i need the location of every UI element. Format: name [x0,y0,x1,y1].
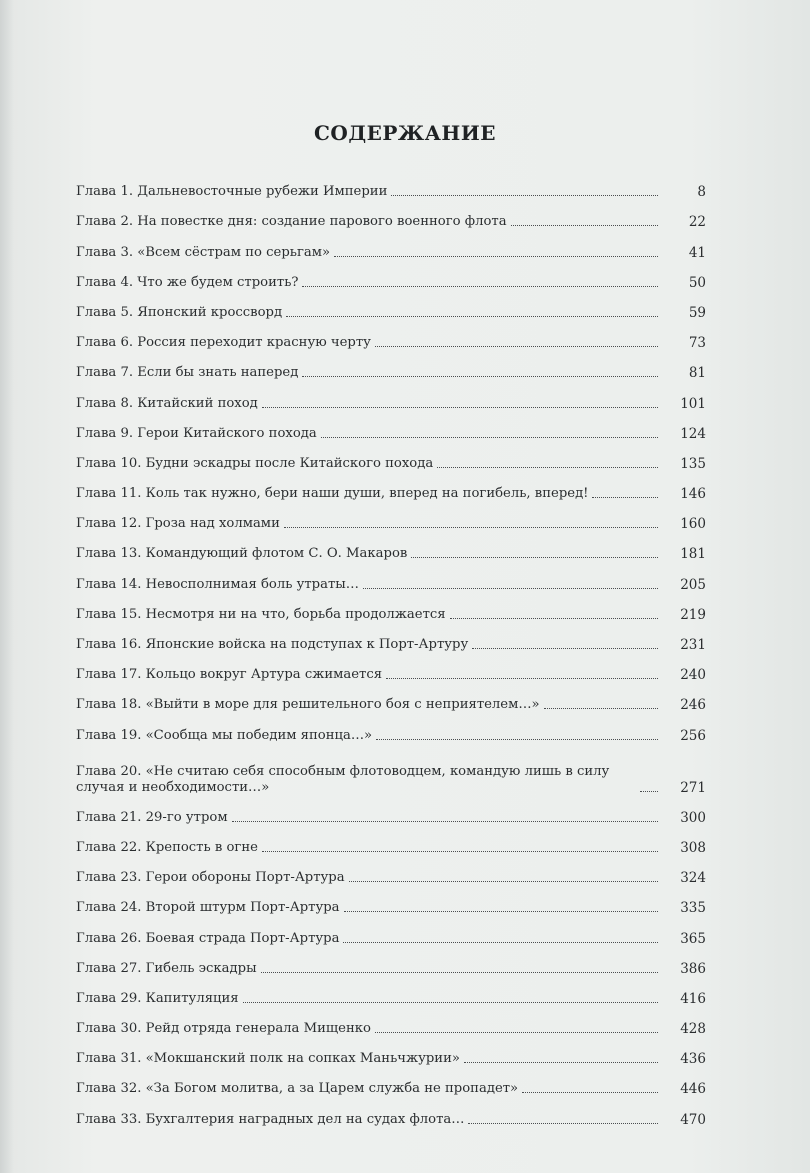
toc-entry [76,1067,706,1097]
toc-entry-page-number: 386 [680,960,706,977]
toc-entry-page-number: 231 [680,637,706,653]
dot-leader [302,286,658,287]
toc-entry-title: Глава 10. Будни эскадры после Китайского похода [76,455,434,471]
toc-entry-title: Глава 6. Россия переходит красную черту [76,335,371,351]
toc-entry-page-number: 308 [680,839,706,856]
toc-entry [76,351,706,381]
page-spine-shadow [0,0,14,1173]
toc-entry-title: Глава 14. Невосполнимая боль утраты… [76,576,359,592]
dot-leader [261,972,658,973]
toc-entry-title: Глава 20. «Не считаю себя способным флотоводцем, командую лишь в силу случая и необходимости…» [76,763,610,795]
toc-entry [76,713,706,743]
dot-leader [511,225,658,226]
dot-leader [343,942,658,943]
toc-entry-page-number: 50 [688,274,706,291]
toc-entry-title: Глава 11. Коль так нужно, бери наши души, вперед на погибель, вперед! [76,486,589,502]
toc-entry [76,623,706,653]
page-title: СОДЕРЖАНИЕ [314,121,496,145]
toc-entry-page-number: 300 [680,809,706,826]
dot-leader [262,851,658,852]
toc-entry-page-number: 335 [680,900,706,917]
toc-entry-title: Глава 15. Несмотря ни на что, борьба продолжается [76,606,446,622]
dot-leader [437,467,658,468]
toc-entry-page-number: 124 [680,425,706,442]
toc-entry [76,653,706,683]
dot-leader [262,407,658,408]
toc-entry-page-number: 416 [680,990,706,1007]
toc-entry [76,1097,706,1127]
toc-entry-title: Глава 5. Японский кроссворд [76,304,283,320]
toc-entry [76,1037,706,1067]
toc-entry [76,683,706,713]
toc-entry-page-number: 365 [680,930,706,947]
toc-entry-title: Глава 32. «За Богом молитва, а за Царем служба не пропадет» [76,1081,519,1097]
dot-leader [468,1123,658,1124]
dot-leader [450,618,658,619]
toc-entry-title: Глава 19. «Сообща мы победим японца…» [76,727,373,743]
toc-entry-title: Глава 22. Крепость в огне [76,839,258,855]
toc-entry [76,442,706,472]
toc-entry-page-number: 324 [680,870,706,887]
toc-entry-page-number: 205 [680,576,706,593]
toc-entry [76,562,706,592]
toc-entry-title: Глава 24. Второй штурм Порт-Артура [76,900,340,916]
toc-entry-title: Глава 16. Японские войска на подступах к Порт-Артуру [76,637,469,652]
toc-entry-page-number: 73 [688,335,706,352]
dot-leader [302,376,658,377]
toc-entry-title: Глава 1. Дальневосточные рубежи Империи [76,184,388,200]
dot-leader [464,1062,658,1063]
toc-entry-page-number: 470 [680,1111,706,1128]
dot-leader [334,256,658,257]
dot-leader [375,1032,658,1033]
dot-leader [592,497,658,498]
toc-entry-title: Глава 4. Что же будем строить? [76,274,299,290]
toc-entry-page-number: 271 [680,779,706,796]
dot-leader [243,1002,658,1003]
toc-entry-title: Глава 3. «Всем сёстрам по серьгам» [76,244,331,260]
toc-entry-page-number: 436 [680,1051,706,1068]
toc-entry [76,170,706,200]
dot-leader [472,648,658,649]
toc-entry-title: Глава 17. Кольцо вокруг Артура сжимается [76,667,383,683]
toc-entry [76,472,706,502]
dot-leader [232,821,658,822]
toc-entry-title: Глава 23. Герои обороны Порт-Артура [76,870,345,886]
toc-entry-page-number: 240 [680,667,706,684]
dot-leader [349,881,658,882]
toc-entry-page-number: 41 [688,244,706,261]
toc-entry [76,977,706,1007]
toc-entry-page-number: 146 [680,486,706,503]
toc-entry-page-number: 246 [680,697,706,714]
toc-entry [76,947,706,977]
dot-leader [544,708,658,709]
toc-entry-title: Глава 8. Китайский поход [76,395,258,411]
table-of-contents [76,170,706,1128]
toc-entry-title: Глава 30. Рейд отряда генерала Мищенко [76,1021,371,1037]
toc-entry [76,261,706,291]
toc-entry-page-number: 135 [680,455,706,472]
toc-entry-page-number: 446 [680,1081,706,1098]
toc-entry-page-number: 181 [680,546,706,563]
toc-entry [76,886,706,916]
dot-leader [522,1092,658,1093]
dot-leader [376,739,658,740]
toc-entry-page-number: 428 [680,1021,706,1038]
toc-entry-title: Глава 27. Гибель эскадры [76,960,257,976]
toc-entry [76,826,706,856]
toc-entry-title: Глава 9. Герои Китайского похода [76,425,317,441]
dot-leader [321,437,658,438]
dot-leader [363,588,658,589]
toc-entry [76,796,706,826]
toc-entry [76,744,706,796]
toc-entry [76,593,706,623]
toc-entry-title: Глава 18. «Выйти в море для решительного боя с неприятелем…» [76,697,540,713]
dot-leader [284,527,658,528]
toc-entry-page-number: 59 [688,304,706,321]
toc-entry-title: Глава 26. Боевая страда Порт-Артура [76,930,340,946]
toc-entry-title: Глава 29. Капитуляция [76,990,239,1006]
dot-leader [286,316,658,317]
toc-entry [76,532,706,562]
toc-entry-page-number: 101 [680,395,706,412]
toc-entry-page-number: 8 [697,184,706,201]
toc-entry [76,230,706,260]
toc-entry-page-number: 22 [688,214,706,231]
toc-entry-title: Глава 13. Командующий флотом С. О. Макаров [76,546,408,562]
dot-leader [391,195,658,196]
toc-entry [76,321,706,351]
toc-entry-title: Глава 2. На повестке дня: создание парового военного флота [76,214,507,230]
toc-entry [76,291,706,321]
toc-entry-title: Глава 33. Бухгалтерия наградных дел на судах флота… [76,1111,465,1127]
dot-leader [386,678,658,679]
toc-entry-page-number: 160 [680,516,706,533]
toc-entry-page-number: 81 [688,365,706,382]
dot-leader [640,791,658,792]
toc-entry [76,412,706,442]
toc-entry-title: Глава 31. «Мокшанский полк на сопках Маньчжурии» [76,1051,460,1067]
toc-entry [76,916,706,946]
toc-entry-page-number: 256 [680,727,706,744]
toc-entry-title: Глава 21. 29-го утром [76,809,228,825]
dot-leader [344,911,658,912]
toc-entry [76,502,706,532]
toc-entry [76,200,706,230]
toc-entry [76,1007,706,1037]
toc-entry [76,381,706,411]
toc-entry-title: Глава 12. Гроза над холмами [76,516,280,532]
toc-entry [76,856,706,886]
dot-leader [375,346,658,347]
dot-leader [411,557,658,558]
toc-entry-title: Глава 7. Если бы знать наперед [76,365,299,381]
toc-entry-page-number: 219 [680,606,706,623]
